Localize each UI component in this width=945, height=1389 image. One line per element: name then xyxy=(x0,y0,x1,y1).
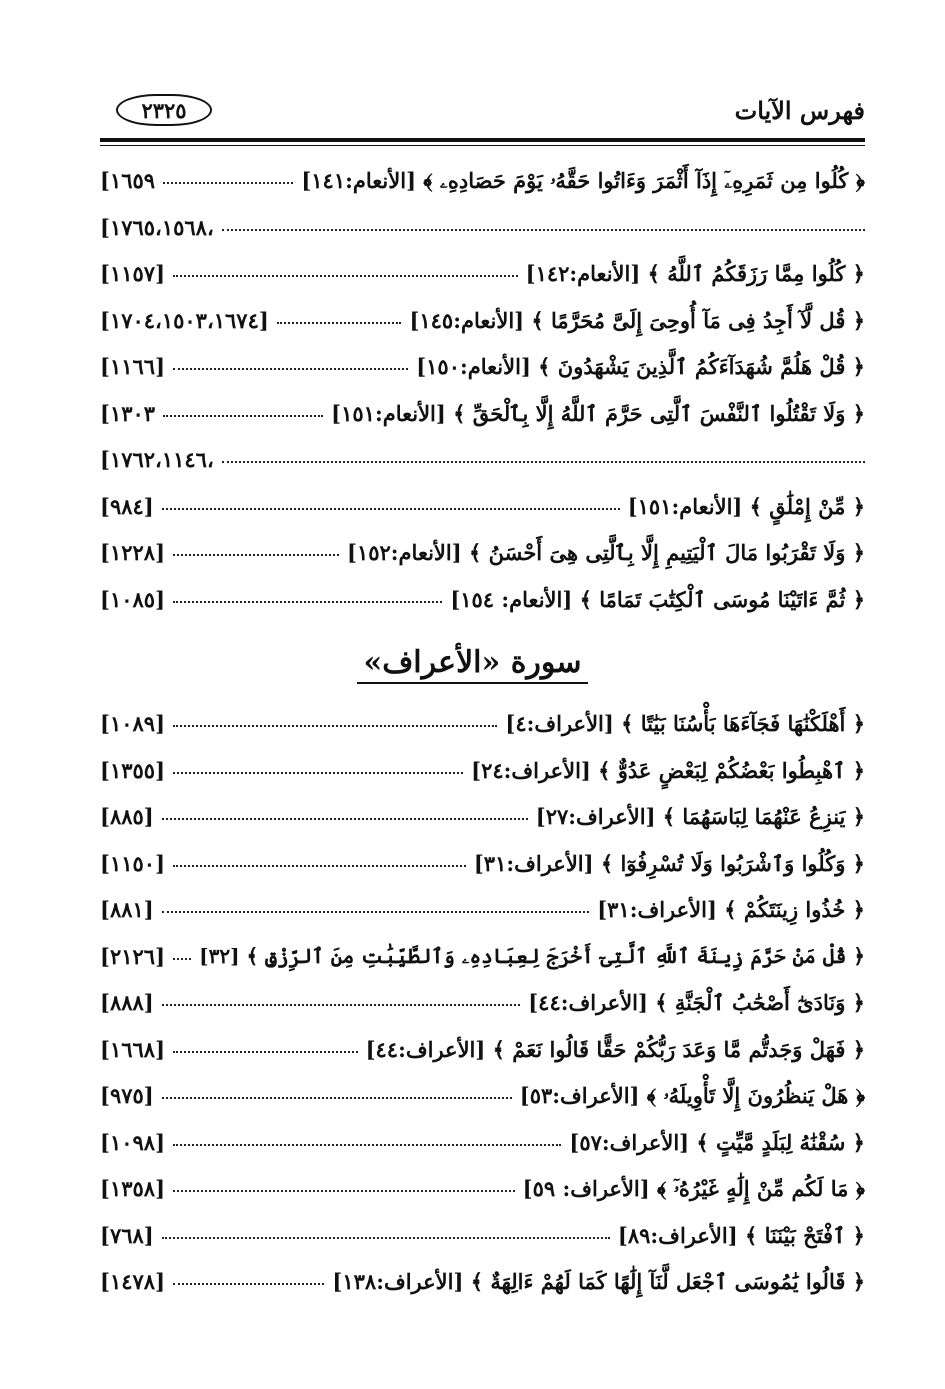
dot-leader xyxy=(162,1237,610,1239)
index-entry xyxy=(100,486,865,533)
dot-leader xyxy=(162,818,528,820)
page-reference: [١١٥٧] xyxy=(100,261,165,286)
index-entry xyxy=(100,207,865,254)
dot-leader xyxy=(173,865,466,867)
page-reference: [١٧٦٥،١٥٦٨، xyxy=(100,214,214,240)
page-title: فهرس الآيات xyxy=(734,96,865,125)
index-entry xyxy=(100,936,865,983)
index-entry xyxy=(100,796,865,843)
index-entry xyxy=(100,1261,865,1308)
dot-leader xyxy=(163,415,323,417)
page-reference: [٨٨١] xyxy=(100,897,154,922)
page-reference: [١٣٠٣ xyxy=(100,400,156,426)
surah-title: سورة «الأعراف» xyxy=(357,645,587,684)
page-reference: [١٣٥٨] xyxy=(100,1176,165,1201)
verse-text: ﴿ فَهَلْ وَجَدتُّم مَّا وَعَدَ رَبُّكُمْ حَقًّا قَالُوا نَعَمْ ﴾ [الأعراف:٤٤] xyxy=(365,1036,865,1062)
verse-text: ﴿ أَهْلَكْنَٰهَا فَجَآءَهَا بَأْسُنَا بَيَٰتًا ﴾ [الأعراف:٤] xyxy=(505,711,865,736)
page-reference: [١٦٥٩ xyxy=(100,168,156,193)
dot-leader xyxy=(173,275,518,277)
page-reference: [١٠٩٨] xyxy=(100,1129,165,1155)
verse-text: ﴿ سُقْنَٰهُ لِبَلَدٍ مَّيِّتٍ ﴾ [الأعراف:٥٧] xyxy=(569,1129,865,1155)
page-reference: [١٦٦٨] xyxy=(100,1036,165,1062)
dot-leader xyxy=(173,1051,358,1053)
page-reference: [٧٦٨] xyxy=(100,1222,154,1248)
verse-text: ﴿ قُل لَّآ أَجِدُ فِى مَآ أُوحِىَ إِلَىَّ مُحَرَّمًا ﴾ [الأنعام:١٤٥] xyxy=(409,307,865,333)
dot-leader xyxy=(222,229,865,231)
page-reference: [٨٨٥] xyxy=(100,804,154,829)
verse-text: ﴿ كُلُوا مِمَّا رَزَقَكُمُ ٱللَّهُ ﴾ [الأنعام:١٤٢] xyxy=(525,261,865,286)
dot-leader xyxy=(173,601,442,603)
index-entry xyxy=(100,579,865,626)
dot-leader xyxy=(173,368,408,370)
verse-index-list-araf xyxy=(100,703,865,1308)
dot-leader xyxy=(173,1144,561,1146)
surah-heading xyxy=(0,645,945,684)
index-entry xyxy=(100,703,865,750)
page-reference: [١٧٦٢،١١٤٦، xyxy=(100,447,214,472)
dot-leader xyxy=(173,1190,515,1192)
verse-text: ﴿ ثُمَّ ءَاتَيْنَا مُوسَى ٱلْكِتَٰبَ تَمَامًا ﴾ [الأنعام: ١٥٤] xyxy=(450,586,865,612)
index-entry xyxy=(100,532,865,579)
index-entry xyxy=(100,160,865,207)
verse-text: ﴿ قُلْ مَنْ حَرَّمَ زِينَةَ ٱللَّهِ ٱلَّتِىٓ أَخْرَجَ لِعِبَادِهِۦ وَٱلطَّيِّبَٰتِ مِنَ ٱلرِّزْقِ ﴾ [٣٢] xyxy=(199,943,865,968)
dot-leader xyxy=(162,1097,512,1099)
page-reference: [١٠٨٥] xyxy=(100,586,165,612)
dot-leader xyxy=(173,772,463,774)
dot-leader xyxy=(173,554,339,556)
page-reference: [١٧٠٤،١٥٠٣،١٦٧٤] xyxy=(100,307,269,333)
dot-leader xyxy=(173,1283,324,1285)
index-entry xyxy=(100,982,865,1029)
verse-text: ﴿ يَنزِعُ عَنْهُمَا لِبَاسَهُمَا ﴾ [الأعراف:٢٧] xyxy=(535,804,865,829)
index-entry xyxy=(100,1215,865,1262)
index-entry xyxy=(100,300,865,347)
page-reference: [٩٨٤] xyxy=(100,493,154,519)
index-entry xyxy=(100,1168,865,1215)
page-reference: [١٢٢٨] xyxy=(100,540,165,565)
page-reference: [١١٦٦] xyxy=(100,354,165,379)
index-entry xyxy=(100,253,865,300)
page-number: ٢٣٢٥ xyxy=(116,94,212,126)
page-reference: [١١٥٠] xyxy=(100,850,165,876)
verse-text: ﴿ قُلْ هَلُمَّ شُهَدَآءَكُمُ ٱلَّذِينَ يَشْهَدُونَ ﴾ [الأنعام:١٥٠] xyxy=(416,354,865,379)
dot-leader xyxy=(277,322,401,324)
verse-text: ﴿ وَنَادَىٰٓ أَصْحَٰبُ ٱلْجَنَّةِ ﴾ [الأعراف:٤٤] xyxy=(528,990,865,1015)
page-reference: [١٠٨٩] xyxy=(100,711,165,736)
index-entry xyxy=(100,1075,865,1122)
verse-text: ﴿ ٱفْتَحْ بَيْنَنَا ﴾ [الأعراف:٨٩] xyxy=(617,1222,865,1248)
page-reference: [١٣٥٥] xyxy=(100,757,165,783)
verse-text: ﴿ ٱهْبِطُوا بَعْضُكُمْ لِبَعْضٍ عَدُوٌّ ﴾ [الأعراف:٢٤] xyxy=(471,757,865,783)
verse-text: ﴿ مَا لَكُم مِّنْ إِلَٰهٍ غَيْرُهُۥٓ ﴾ [الأعراف: ٥٩] xyxy=(522,1176,865,1201)
index-entry xyxy=(100,346,865,393)
index-entry xyxy=(100,750,865,797)
page-header xyxy=(100,92,865,134)
verse-text: ﴿ خُذُوا زِينَتَكُمْ ﴾ [الأعراف:٣١] xyxy=(597,897,865,922)
page-reference: [٢١٢٦] xyxy=(100,943,165,969)
verse-index-list xyxy=(100,160,865,625)
dot-leader xyxy=(173,958,191,960)
header-rule-thick xyxy=(100,138,865,142)
verse-text: ﴿ مِّنْ إِمْلَٰقٍ ﴾ [الأنعام:١٥١] xyxy=(627,493,865,519)
dot-leader xyxy=(162,508,620,510)
index-entry xyxy=(100,393,865,440)
verse-text: ﴿ وَكُلُوا وَٱشْرَبُوا وَلَا تُسْرِفُوٓا ﴾ [الأعراف:٣١] xyxy=(473,850,865,876)
dot-leader xyxy=(222,461,865,463)
index-entry xyxy=(100,889,865,936)
verse-text: ﴿ وَلَا تَقْرَبُوا مَالَ ٱلْيَتِيمِ إِلَّا بِٱلَّتِى هِىَ أَحْسَنُ ﴾ [الأنعام:١٥٢] xyxy=(347,540,865,565)
verse-text: ﴿ هَلْ يَنظُرُونَ إِلَّا تَأْوِيلَهُۥ ﴾ [الأعراف:٥٣] xyxy=(519,1083,865,1108)
dot-leader xyxy=(162,911,589,913)
dot-leader xyxy=(162,1004,520,1006)
index-entry xyxy=(100,843,865,890)
index-entry xyxy=(100,439,865,486)
page-reference: [٩٧٥] xyxy=(100,1083,154,1108)
header-rule-thin xyxy=(100,145,865,146)
verse-text: ﴿ وَلَا تَقْتُلُوا ٱلنَّفْسَ ٱلَّتِى حَرَّمَ ٱللَّهُ إِلَّا بِٱلْحَقِّ ﴾ [الأنعام:١٥١] xyxy=(331,400,865,426)
dot-leader xyxy=(163,182,293,184)
verse-text: ﴿ قَالُوا يَٰمُوسَى ٱجْعَل لَّنَآ إِلَٰهًا كَمَا لَهُمْ ءَالِهَةٌ ﴾ [الأعراف:١٣٨] xyxy=(332,1269,865,1294)
index-entry xyxy=(100,1122,865,1169)
page-reference: [٨٨٨] xyxy=(100,990,154,1015)
verse-text: ﴿ كُلُوا مِن ثَمَرِهِۦٓ إِذَآ أَثْمَرَ وَءَاتُوا حَقَّهُۥ يَوْمَ حَصَادِهِۦ ﴾ [الأنعام:١٤١] xyxy=(301,168,865,193)
page-reference: [١٤٧٨] xyxy=(100,1269,165,1294)
dot-leader xyxy=(173,725,497,727)
index-entry xyxy=(100,1029,865,1076)
